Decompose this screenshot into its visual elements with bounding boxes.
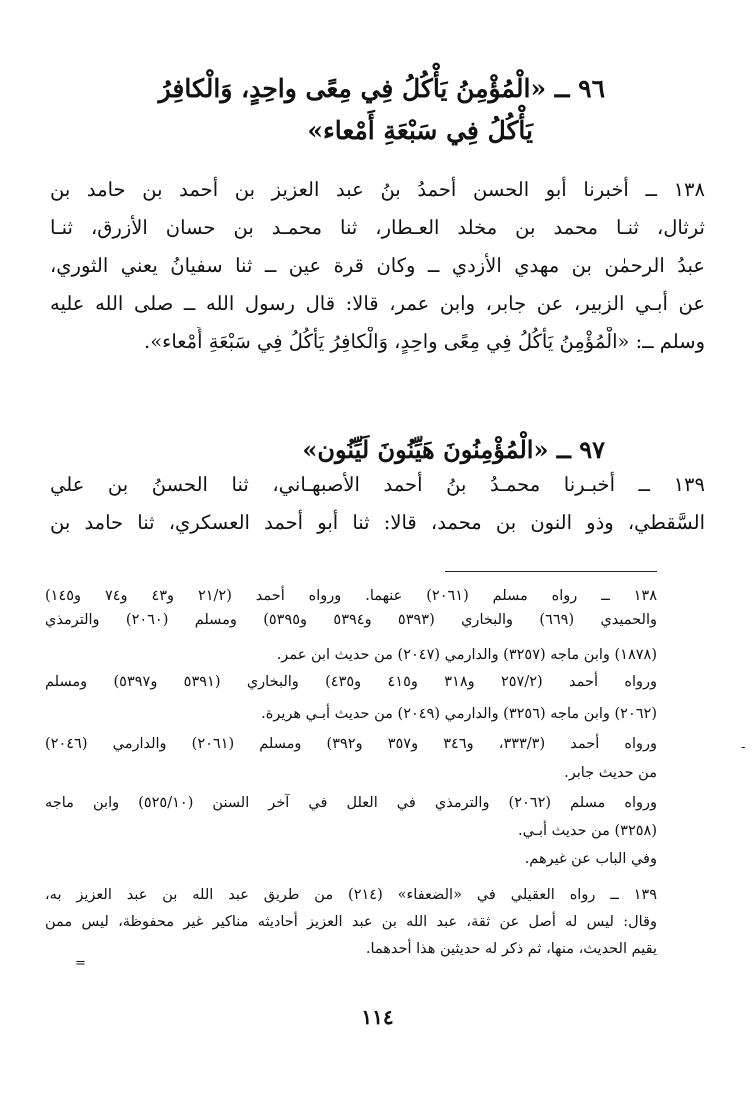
hadith-138-line-2: ثرثال، ثنـا محمد بن مخلد العـطار، ثنا محمـد بن حسان الأزرق، ثنـا (50, 216, 705, 239)
footnote-line: يقيم الحديث، منها، ثم ذكر له حديثين هذا أحدهما. (365, 941, 657, 957)
chapter-heading-97 (155, 430, 605, 470)
footnote-line: ١٣٩ ــ رواه العقيلي في «الضعفاء» (٢١٤) من طريق عبد الله بن عبد العزيز به، (45, 887, 657, 903)
chapter-heading-97-line-1: ٩٧ ــ «الْمُؤْمِنُونَ هَيِّنُونَ لَيِّنُون» (302, 435, 605, 464)
footnote-line: (٣٢٥٨) من حديث أبـي. (518, 823, 657, 839)
footnote-line: (٢٠٦٢) وابن ماجه (٣٢٥٦) والدارمي (٢٠٤٩) من حديث أبـي هريرة. (261, 706, 657, 722)
footnote-line: وقال: ليس له أصل عن ثقة، عبد الله بن عبد العزيز أحاديثه مناكير غير محفوظة، ليس ممن (45, 914, 657, 930)
footnote-line: من حديث جابر. (564, 765, 657, 781)
continuation-mark: = (75, 956, 86, 971)
margin-mark: - (741, 740, 746, 755)
footnote-line: ورواه مسلم (٢٠٦٢) والترمذي في العلل في آخر السنن (٥٢٥/١٠) وابن ماجه (45, 795, 657, 811)
footnote-line: (١٨٧٨) وابن ماجه (٣٢٥٧) والدارمي (٢٠٤٧) من حديث ابن عمر. (276, 647, 657, 663)
hadith-138-line-5: وسلم ــ: «الْمُؤْمِنُ يَأْكُلُ فِي مِعًى واحِدٍ، وَالْكافِرُ يَأْكُلُ فِي سَبْعَةِ أَمْعاء». (144, 330, 705, 353)
footnote-line: والحميدي (٦٦٩) والبخاري (٥٣٩٣ و٥٣٩٤ و٥٣٩٥) ومسلم (٢٠٦٠) والترمذي (45, 612, 657, 628)
page-number: ١١٤ (361, 1005, 394, 1029)
footnote-line: ورواه أحمد (٣٣٣/٣، و٣٤٦ و٣٥٧ و٣٩٢) ومسلم (٢٠٦١) والدارمي (٢٠٤٦) (45, 736, 657, 752)
footnote-line: ورواه أحمد (٢٥٧/٢ و٣١٨ و٤١٥ و٤٣٥) والبخاري (٥٣٩١ و٥٣٩٧) ومسلم (45, 674, 657, 690)
chapter-heading-96-line-1: ٩٦ ــ «الْمُؤْمِنُ يَأْكُلُ فِي مِعًى واحِدٍ، وَالْكافِرُ (158, 74, 605, 103)
footnote-line: ١٣٨ ــ رواه مسلم (٢٠٦١) عنهما. ورواه أحمد (٢١/٢ و٤٣ و٧٤ و١٤٥) (45, 588, 657, 604)
chapter-heading-96-line-2: يَأْكُلُ فِي سَبْعَةِ أَمْعاء» (307, 116, 533, 145)
hadith-139-line-1: ١٣٩ ــ أخبـرنا محمـدُ بنُ أحمد الأصبهـاني، ثنا الحسنُ بن علي (50, 473, 705, 496)
chapter-heading-96 (155, 68, 605, 152)
footnote-line: وفي الباب عن غيرهم. (524, 851, 657, 867)
footnote-separator (445, 571, 657, 572)
hadith-139-line-2: السَّقطي، وذو النون بن محمد، قالا: ثنا أبو أحمد العسكري، ثنا حامد بن (50, 511, 705, 534)
hadith-138-line-1: ١٣٨ ــ أخبرنا أبو الحسن أحمدُ بنُ عبد العزيز بن أحمد بن حامد بن (50, 178, 705, 201)
hadith-138-line-3: عبدُ الرحمٰن بن مهدي الأزدي ــ وكان قرة عين ــ ثنا سفيانُ يعني الثوري، (50, 254, 705, 277)
hadith-138-line-4: عن أبـي الزبير، عن جابر، وابن عمر، قالا: قال رسول الله ــ صلى الله عليه (50, 292, 705, 315)
